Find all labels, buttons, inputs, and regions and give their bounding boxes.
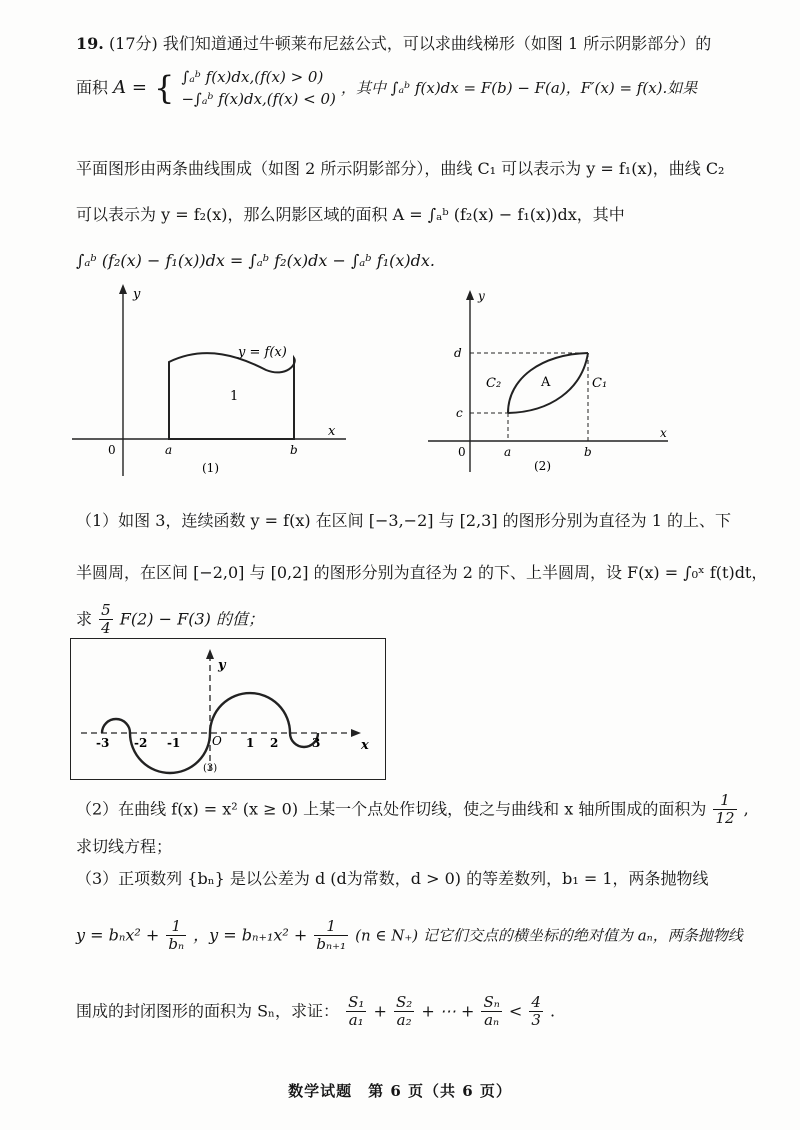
newton-leibniz-formula: ，其中 ∫ₐᵇ f(x)dx = F(b) − F(a)，F′(x) = f(x).如果 [340, 79, 698, 97]
figure1-a-label: a [165, 443, 173, 457]
figure1-caption: (1) [202, 461, 219, 475]
figure2-c1-label: C₁ [592, 376, 608, 391]
figure3-tick-3: 3 [312, 736, 321, 750]
part3-s2: S₂ [395, 993, 413, 1011]
figure-3-frame [70, 638, 386, 780]
integral-identity-line: ∫ₐᵇ (f₂(x) − f₁(x))dx = ∫ₐᵇ f₂(x)dx − ∫ₐᵇ f₁(x)dx. [76, 251, 435, 270]
problem-points: (17分) [108, 34, 158, 53]
part3-eq1-fraction [166, 918, 186, 953]
part3-eq-suffix: (n ∈ N₊) 记它们交点的横坐标的绝对值为 aₙ，两条抛物线 [355, 926, 743, 945]
figure-3 [71, 639, 384, 778]
part3-end: . [550, 1001, 556, 1021]
part3-eq1-den: bₙ [168, 935, 185, 953]
part3-ellipsis: + ⋯ + [421, 1001, 475, 1021]
problem-intro-line [76, 33, 756, 55]
figure1-x-label: x [328, 424, 336, 439]
part2-text: （2）在曲线 f(x) = x² (x ≥ 0) 上某一个点处作切线，使之与曲线和 x 轴所围成的面积为 [76, 799, 707, 819]
figure3-y-label: y [218, 658, 226, 673]
case-positive: ∫ₐᵇ f(x)dx,(f(x) > 0) [181, 68, 324, 86]
part3-s1: S₁ [348, 993, 365, 1011]
two-curves-line: 平面图形由两条曲线围成（如图 2 所示阴影部分），曲线 C₁ 可以表示为 y = f₁(x)，曲线 C₂ [76, 159, 725, 178]
part3-less-than: < [508, 1001, 523, 1021]
figure2-y-label: y [478, 289, 485, 303]
part3-bound-num: 4 [531, 993, 541, 1011]
figure2-d-label: d [454, 346, 462, 360]
part2-frac-num: 1 [713, 792, 736, 810]
part3-bound-den: 3 [531, 1011, 541, 1029]
figure3-tick-m2: -2 [134, 736, 148, 750]
part3-bound-fraction [529, 994, 543, 1029]
part3-eq2-den: bₙ₊₁ [316, 935, 347, 953]
part3-plus: + [373, 1001, 387, 1021]
figure-2 [424, 286, 674, 478]
part3-proof-line [76, 994, 756, 1038]
part1-line1: （1）如图 3，连续函数 y = f(x) 在区间 [−3,−2] 与 [2,3] 的图形分别为直径为 1 的上、下 [76, 511, 732, 530]
part3-eq2-num: 1 [314, 918, 348, 936]
figure1-region-label: 1 [230, 389, 239, 404]
figure3-caption: (3) [203, 763, 218, 774]
part3-sn: Sₙ [483, 993, 500, 1011]
figure-1 [66, 282, 356, 478]
figure2-origin-label: 0 [458, 445, 466, 459]
part3-a1: a₁ [348, 1011, 364, 1029]
part3-proof-prefix: 围成的封闭图形的面积为 Sₙ，求证： [76, 1001, 339, 1021]
part2-line2: 求切线方程； [76, 837, 173, 856]
figure3-tick-2: 2 [270, 736, 279, 750]
part1-ask-suffix: F(2) − F(3) 的值； [119, 609, 264, 629]
shaded-area-line: 可以表示为 y = f₂(x)，那么阴影区域的面积 A = ∫ₐᵇ (f₂(x) − f₁(x))dx，其中 [76, 205, 625, 224]
figure3-y-arrow-icon [206, 649, 214, 659]
part3-s1-a1 [346, 994, 366, 1029]
part1-frac-den: 4 [101, 619, 111, 637]
figure3-x-arrow-icon [351, 729, 361, 737]
case-negative: −∫ₐᵇ f(x)dx,(f(x) < 0) [181, 90, 336, 108]
part1-ask-prefix: 求 [76, 609, 93, 629]
figure3-arc-left-upper [102, 719, 130, 733]
figure3-tick-1: 1 [246, 736, 255, 750]
figure3-tick-m1: -1 [167, 736, 181, 750]
part3-eq1-num: 1 [166, 918, 186, 936]
part3-eq1-prefix: y = bₙx² + [76, 925, 160, 945]
part3-parabolas-line [76, 918, 756, 962]
figure2-caption: (2) [534, 459, 551, 473]
part3-a2: a₂ [396, 1011, 412, 1029]
figure2-x-label: x [660, 426, 667, 440]
area-symbol: A = [113, 77, 147, 98]
page-footer: 数学试题 第 6 页（共 6 页） [288, 1082, 512, 1100]
part2-line1: （2）在曲线 f(x) = x² (x ≥ 0) 上某一个点处作切线，使之与曲线和 x 轴所围成的面积为 $\frac{1}{12}$ , [76, 791, 749, 827]
figure2-region-label: A [541, 375, 551, 390]
part3-eq2-fraction [314, 918, 348, 953]
figure1-b-label: b [290, 443, 298, 457]
part3-sn-an [481, 994, 501, 1029]
problem-number: 19. [76, 34, 104, 53]
figure2-c2-label: C₂ [486, 376, 502, 391]
figure1-y-label: y [133, 287, 141, 302]
figure2-y-arrow-icon [466, 290, 474, 300]
part1-frac-num: 5 [101, 601, 111, 619]
figure1-curve-label: y = f(x) [238, 345, 287, 360]
part2-fraction [713, 792, 736, 827]
figure3-x-label: x [361, 738, 369, 753]
area-definition-line [76, 66, 756, 136]
figure3-arc-right-upper [210, 693, 290, 733]
brace-icon: { [154, 69, 175, 107]
figure2-b-label: b [584, 445, 592, 459]
part3-s2-a2 [394, 994, 414, 1029]
part3-eq2-prefix: ，y = bₙ₊₁x² + [193, 925, 308, 945]
part1-question [76, 602, 756, 642]
area-cases [181, 66, 335, 110]
figure1-y-arrow-icon [119, 284, 127, 294]
part1-line2: 半圆周，在区间 [−2,0] 与 [0,2] 的图形分别为直径为 2 的下、上半圆周，设 F(x) = ∫₀ˣ f(t)dt， [76, 563, 768, 582]
figure3-origin-label: O [212, 734, 222, 748]
figure2-c-label: c [456, 406, 463, 420]
figure1-origin-label: 0 [108, 443, 116, 457]
figure2-a-label: a [504, 445, 512, 459]
part3-line1: （3）正项数列 {bₙ} 是以公差为 d (d为常数，d > 0) 的等差数列，b₁ = 1，两条抛物线 [76, 869, 709, 888]
problem-intro-text: 我们知道通过牛顿莱布尼兹公式，可以求曲线梯形（如图 1 所示阴影部分）的 [162, 34, 712, 53]
part1-fraction [99, 602, 113, 637]
area-prefix: 面积 [76, 78, 109, 97]
figure3-tick-m3: -3 [96, 736, 110, 750]
part3-an: aₙ [484, 1011, 500, 1029]
part2-frac-den: 12 [715, 809, 735, 827]
